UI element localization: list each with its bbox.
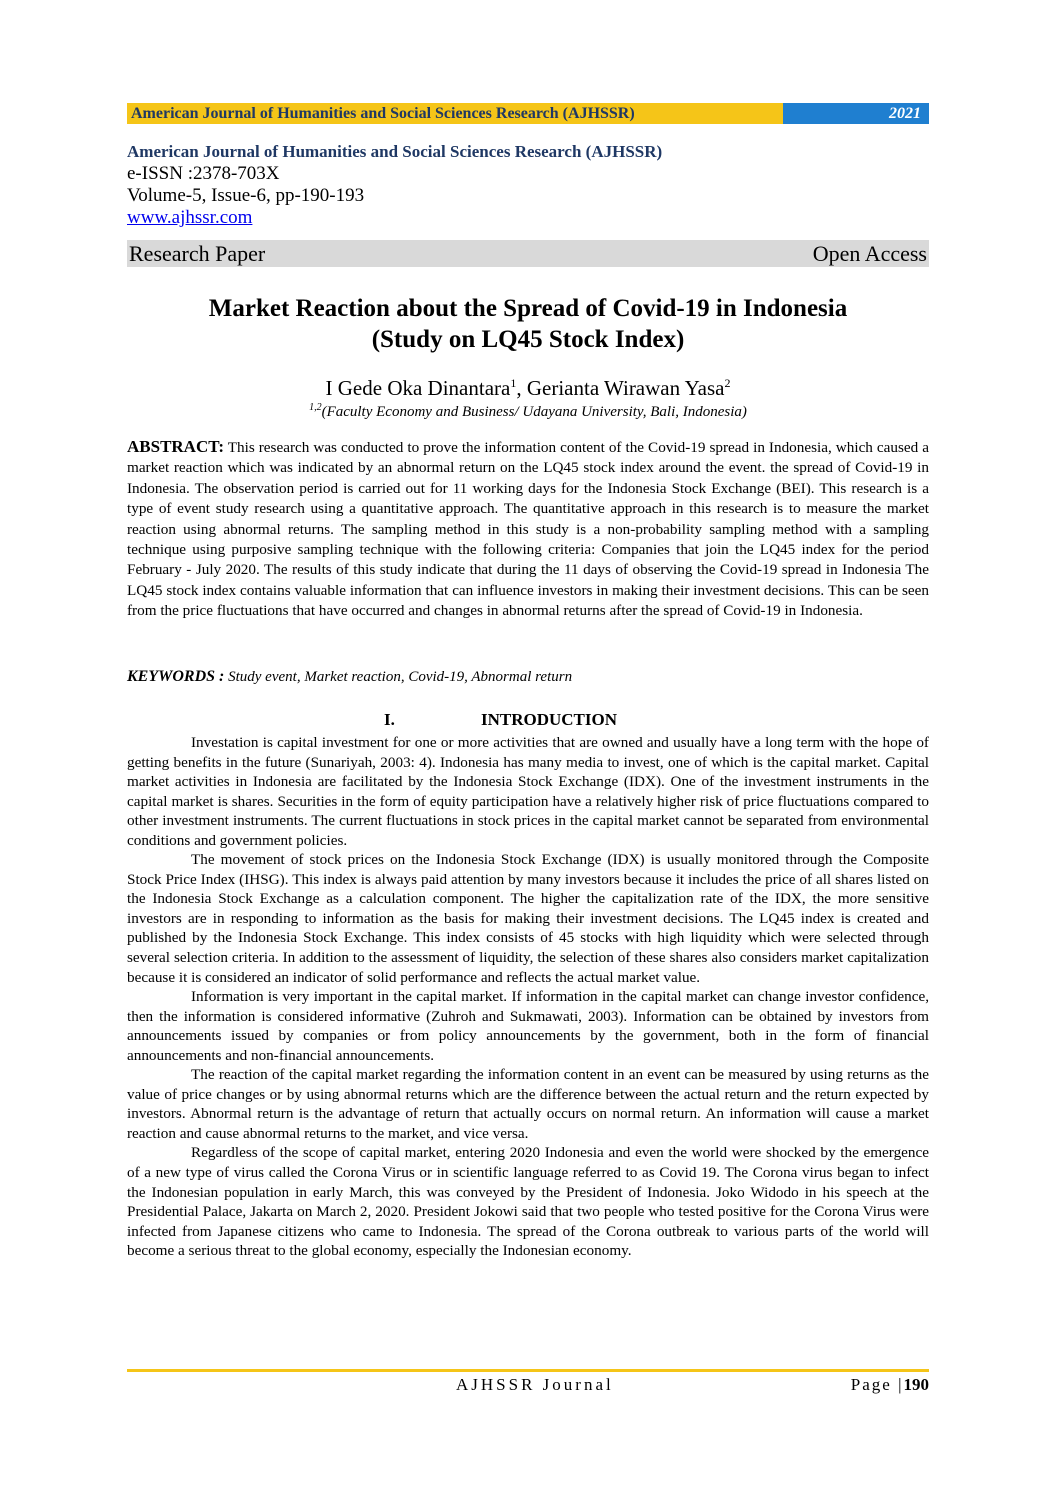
keywords: [127, 667, 929, 687]
paragraph: The reaction of the capital market regarding the information content in an event can be measured by using returns as the value of price changes or by using abnormal returns which are the difference between the actual return and the return expected by investors. Abnormal return is the advantage of return that actually occurs on normal return. An information will cause a market reaction and cause abnormal returns to the market, and vice versa.: [127, 1066, 929, 1142]
author-2: Gerianta Wirawan Yasa: [526, 376, 725, 400]
author-2-affil-mark: 2: [724, 376, 731, 390]
abstract: [127, 437, 929, 622]
author-1-affil-mark: 1: [510, 376, 517, 390]
footer-page: [851, 1375, 929, 1395]
paragraph: Investation is capital investment for one or more activities that are owned and usually have a long term with the hope of getting benefits in the future (Sunariyah, 2003: 4). Indonesia has many media to invest, one of which is the capital market. Capital market activities in Indonesia are facilitated by the Indonesia Stock Exchange (IDX). One of the investment instruments in the capital market is shares. Securities in the form of equity participation have a relatively higher risk of price fluctuations compared to other investment instruments. The current fluctuations in stock prices in the capital market cannot be separated from environmental conditions and government policies.: [127, 734, 929, 849]
keywords-text: Study event, Market reaction, Covid-19, Abnormal return: [228, 669, 573, 685]
affiliation-text: (Faculty Economy and Business/ Udayana University, Bali, Indonesia): [321, 404, 747, 420]
journal-name: American Journal of Humanities and Social Sciences Research (AJHSSR): [127, 142, 663, 161]
page-label: Page |: [850, 1375, 904, 1394]
title-line-2: (Study on LQ45 Stock Index): [371, 326, 685, 353]
author-1: I Gede Oka Dinantara: [325, 376, 511, 400]
footer-journal: AJHSSR Journal: [456, 1375, 614, 1394]
paragraph: The movement of stock prices on the Indonesia Stock Exchange (IDX) is usually monitored through the Composite Stock Price Index (IHSG). This index is always paid attention by many investors because it includes the price of all shares listed on the Indonesia Stock Exchange as a calculation component. The higher the capitalization rate of the IDX, the more sensitive investors are in responding to information as the basis for making their investment decisions. The LQ45 index is created and published by the Indonesia Stock Exchange. This index consists of 45 stocks with high liquidity which were selected through several selection criteria. In addition to the assessment of liquidity, the selection of these shares also considers market capitalization because it is considered an indicator of solid performance and reflects the actual market value.: [127, 851, 929, 986]
abstract-label: ABSTRACT:: [127, 437, 224, 456]
author-separator: ,: [516, 376, 527, 400]
journal-url-link[interactable]: www.ajhssr.com: [127, 207, 253, 228]
access-type: Open Access: [812, 240, 927, 266]
page-number: 190: [903, 1375, 929, 1394]
section-name: INTRODUCTION: [481, 710, 618, 729]
running-header-journal: American Journal of Humanities and Social Sciences Research (AJHSSR): [127, 103, 783, 124]
paper-title: [127, 293, 929, 355]
paragraph: Information is very important in the capital market. If information in the capital market can change investor confidence, then the information is considered informative (Zuhroh and Sukmawati, 2003). Information can be obtained by investors from announcements issued by companies or from policy announcements by the government, both in the form of financial announcements and non-financial announcements.: [127, 988, 929, 1064]
page-footer: [127, 1373, 929, 1397]
title-line-1: Market Reaction about the Spread of Covid-19 in Indonesia: [208, 295, 848, 322]
journal-meta: [127, 141, 929, 229]
issn: e-ISSN :2378-703X: [127, 163, 280, 184]
paragraph: Regardless of the scope of capital market, entering 2020 Indonesia and even the world were shocked by the emergence of a new type of virus called the Corona Virus or in scientific language referred to as Covid 19. The Corona virus began to infect the Indonesian population in early March, this was conveyed by the President of Indonesia. Joko Widodo in his speech at the Presidential Palace, Jakarta on March 2, 2020. President Jokowi said that two people who tested positive for the Corona Virus were infected from Japanese citizens who came to Indonesia. The spread of the Corona outbreak to various parts of the world will become a serious threat to the global economy, especially the Indonesian economy.: [127, 1144, 929, 1260]
footer-rule: [127, 1369, 929, 1372]
affiliation-mark: 1,2: [309, 402, 322, 413]
author-list: [127, 370, 929, 401]
abstract-text: This research was conducted to prove the information content of the Covid-19 spread in Indonesia, which caused a market reaction which was indicated by an abnormal return on the LQ45 stock index around the event. the spread of Covid-19 in Indonesia. The observation period is carried out for 11 working days for the Indonesia Stock Exchange (BEI). This research is a type of event study research using a quantitative approach. The quantitative approach in this research is to measure the market reaction using abnormal returns. The sampling method in this study is a non-probability sampling method with a sampling technique using purposive sampling technique with the following criteria: Companies that join the LQ45 index for the period February - July 2020. The results of this study indicate that during the 11 days of observing the Covid-19 spread in Indonesia The LQ45 stock index contains valuable information that can influence investors in making their investment decisions. This can be seen from the price fluctuations that have occurred and changes in abnormal returns after the spread of Covid-19 in Indonesia.: [127, 439, 929, 620]
introduction-body: [127, 733, 929, 1261]
paper-type: Research Paper: [129, 240, 266, 266]
running-header: [127, 103, 929, 124]
paper-type-ribbon: [127, 240, 929, 267]
section-heading: [127, 710, 929, 732]
keywords-label: KEYWORDS :: [127, 668, 225, 685]
section-number: I.: [384, 710, 395, 729]
affiliation: [127, 398, 929, 422]
volume-info: Volume-5, Issue-6, pp-190-193: [127, 185, 365, 206]
running-header-year: 2021: [783, 103, 929, 124]
